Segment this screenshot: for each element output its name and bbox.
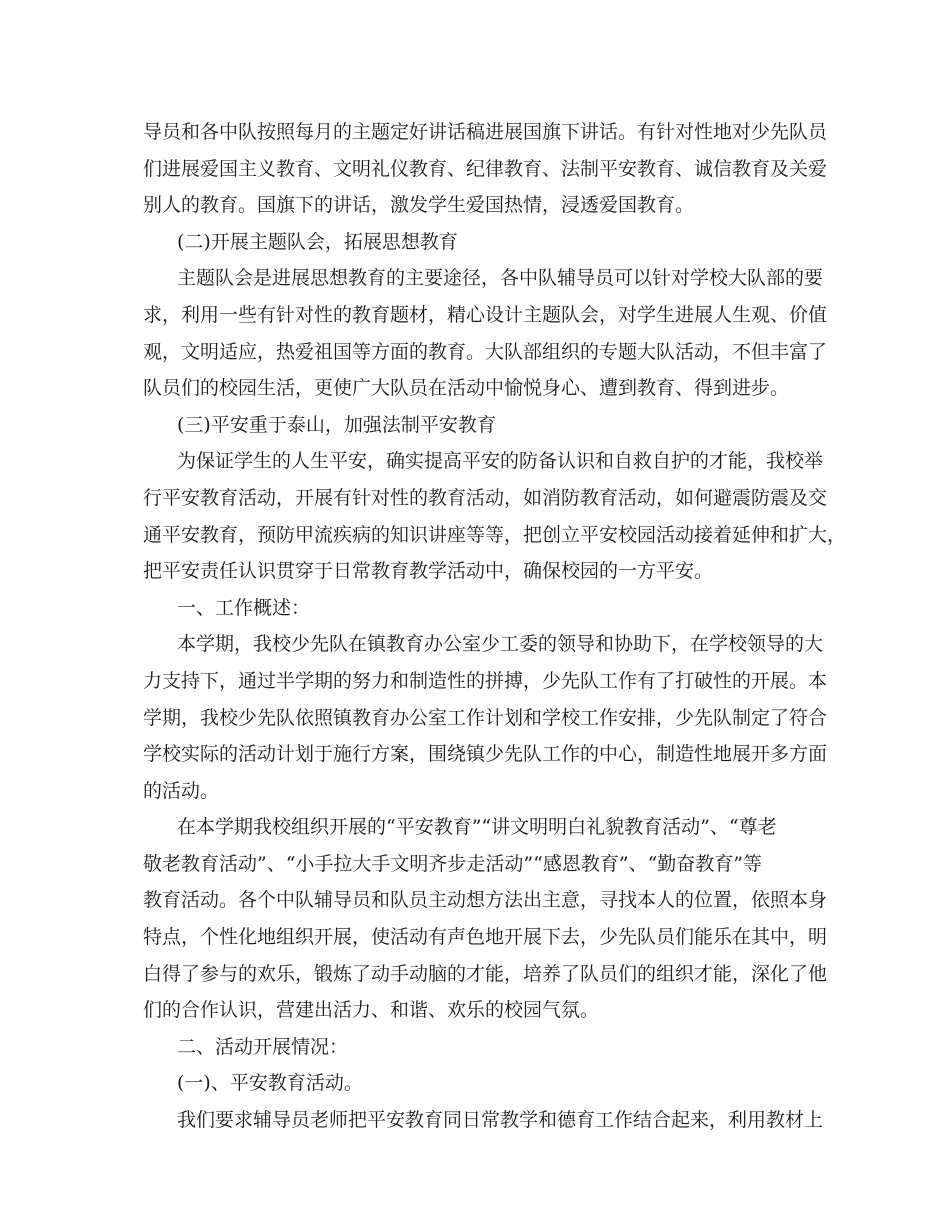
text-line: 们进展爱国主义教育、文明礼仪教育、纪律教育、法制平安教育、诚信教育及关爱 <box>143 157 828 180</box>
section-heading: 一、工作概述： <box>177 596 311 619</box>
text-line: 教育活动。各个中队辅导员和队员主动想方法出主意，寻找本人的位置，依照本身 <box>143 889 828 912</box>
text-line: 学期，我校少先队依照镇教育办公室工作计划和学校工作安排，少先队制定了符合 <box>143 706 828 729</box>
paragraph-start: 我们要求辅导员老师把平安教育同日常教学和德育工作结合起来，利用教材上 <box>177 1109 824 1132</box>
text-line: 们的合作认识，营建出活力、和谐、欢乐的校园气氛。 <box>143 999 600 1022</box>
paragraph-start: 为保证学生的人生平安，确实提高平安的防备认识和自救自护的才能，我校举 <box>177 450 824 473</box>
text-line: 队员们的校园生活，更使广大队员在活动中愉悦身心、遭到教育、得到进步。 <box>143 377 790 400</box>
text-line: 特点，个性化地组织开展，使活动有声色地开展下去，少先队员们能乐在其中，明 <box>143 926 828 949</box>
section-heading: (二)开展主题队会，拓展思想教育 <box>177 230 458 253</box>
text-line: 求，利用一些有针对性的教育题材，精心设计主题队会，对学生进展人生观、价值 <box>143 303 828 326</box>
section-heading: (一)、平安教育活动。 <box>177 1072 363 1095</box>
paragraph-start: 本学期，我校少先队在镇教育办公室少工委的领导和协助下，在学校领导的大 <box>177 633 824 656</box>
text-line: 行平安教育活动，开展有针对性的教育活动，如消防教育活动，如何避震防震及交 <box>143 486 828 509</box>
text-line: 的活动。 <box>143 779 220 802</box>
text-line: 白得了参与的欢乐，锻炼了动手动脑的才能，培养了队员们的组织才能，深化了他 <box>143 962 828 985</box>
text-line: 通平安教育，预防甲流疾病的知识讲座等等，把创立平安校园活动接着延伸和扩大， <box>143 523 847 546</box>
section-heading: (三)平安重于泰山，加强法制平安教育 <box>177 413 496 436</box>
text-line: 观，文明适应，热爱祖国等方面的教育。大队部组织的专题大队活动，不但丰富了 <box>143 340 828 363</box>
paragraph-start: 在本学期我校组织开展的“平安教育”“讲文明明白礼貌教育活动”、“尊老 <box>177 816 777 839</box>
text-line: 学校实际的活动计划于施行方案，围绕镇少先队工作的中心，制造性地展开多方面 <box>143 743 828 766</box>
text-line: 别人的教育。国旗下的讲话，激发学生爱国热情，浸透爱国教育。 <box>143 194 695 217</box>
document-body <box>143 114 847 1139</box>
paragraph-start: 主题队会是进展思想教育的主要途径，各中队辅导员可以针对学校大队部的要 <box>177 267 824 290</box>
text-line: 把平安责任认识贯穿于日常教育教学活动中，确保校园的一方平安。 <box>143 560 714 583</box>
text-line: 敬老教育活动”、“小手拉大手文明齐步走活动”“感恩教育”、“勤奋教育”等 <box>143 852 762 875</box>
text-line: 力支持下，通过半学期的努力和制造性的拼搏，少先队工作有了打破性的开展。本 <box>143 669 828 692</box>
text-line: 导员和各中队按照每月的主题定好讲话稿进展国旗下讲话。有针对性地对少先队员 <box>143 121 828 143</box>
section-heading: 二、活动开展情况： <box>177 1035 349 1058</box>
